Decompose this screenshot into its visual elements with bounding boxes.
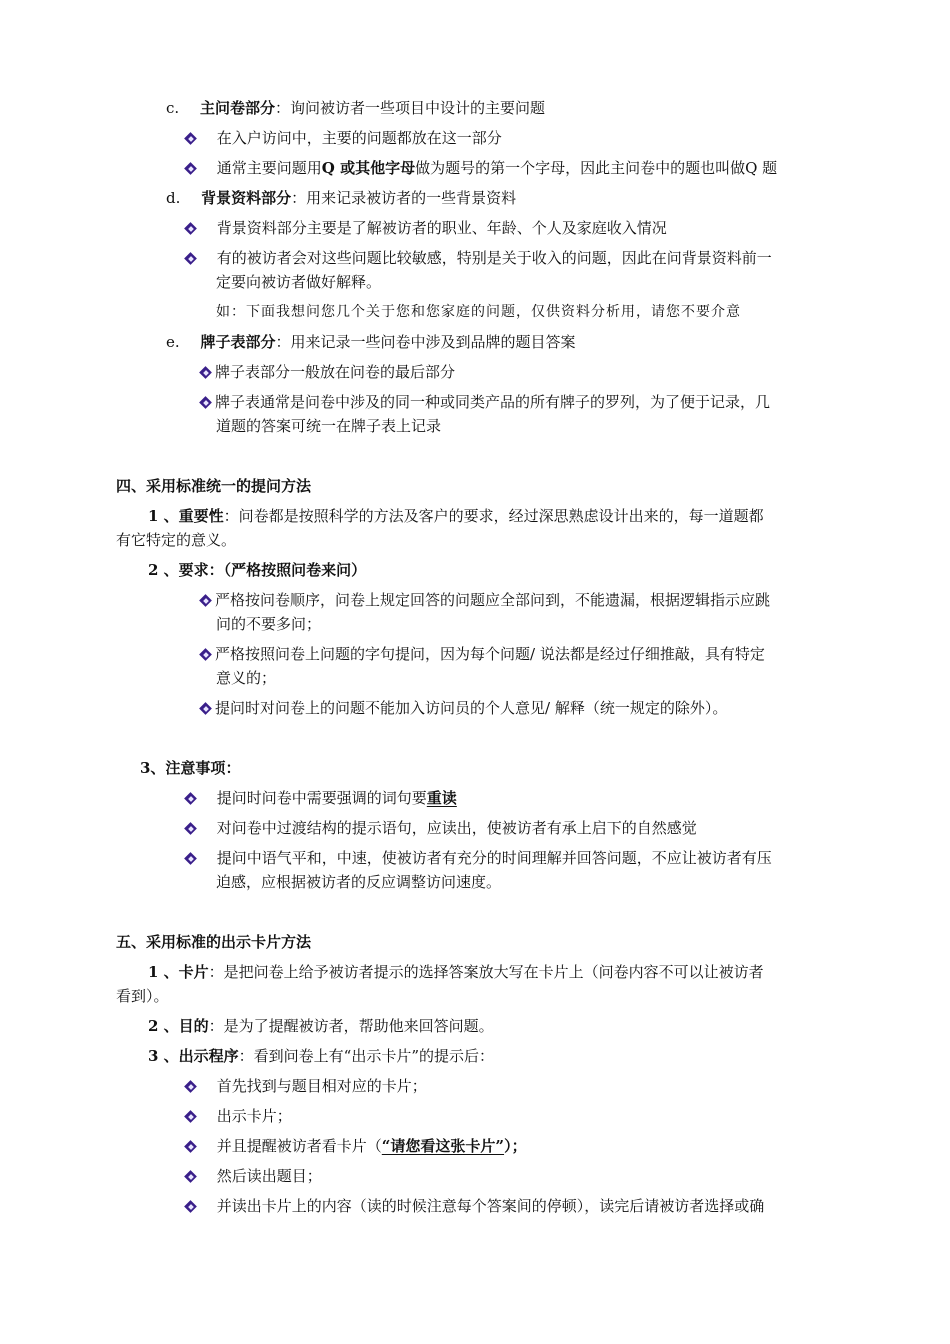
list-item: 有的被访者会对这些问题比较敏感，特别是关于收入的问题，因此在问背景资料前一: [185, 248, 772, 268]
list-item: 并读出卡片上的内容（读的时候注意每个答案间的停顿），读完后请被访者选择或确: [185, 1196, 764, 1216]
section-4-title: 四、采用标准统一的提问方法: [116, 477, 312, 495]
list-item: 背景资料部分主要是了解被访者的职业、年龄、个人及家庭收入情况: [185, 218, 667, 238]
diamond-bullet-icon: [185, 823, 196, 834]
list-item: 然后读出题目；: [185, 1166, 322, 1186]
list-item: 牌子表通常是问卷中涉及的同一种或同类产品的所有牌子的罗列，为了便于记录，几: [200, 392, 770, 412]
diamond-bullet-icon: [185, 253, 196, 264]
list-item: 严格按照问卷上问题的字句提问，因为每个问题/ 说法都是经过仔细推敲，具有特定: [200, 644, 765, 664]
section-e-text: ：用来记录一些问卷中涉及到品牌的题目答案: [275, 333, 576, 351]
list-item: 在入户访问中，主要的问题都放在这一部分: [185, 128, 502, 148]
section-c-text: ：询问被访者一些项目中设计的主要问题: [274, 99, 545, 117]
list-item: 并且提醒被访者看卡片（“请您看这张卡片”）；: [185, 1136, 527, 1156]
list-item: 严格按问卷顺序，问卷上规定回答的问题应全部问到，不能遗漏，根据逻辑指示应跳: [200, 590, 770, 610]
paragraph: 3 、出示程序：看到问卷上有“出示卡片”的提示后：: [148, 1047, 495, 1065]
subsection-title: 2 、要求：（严格按照问卷来问）: [148, 561, 367, 579]
subsection-title: 3、注意事项：: [140, 759, 241, 777]
diamond-bullet-icon: [200, 367, 211, 378]
diamond-bullet-icon: [200, 703, 211, 714]
list-item: 提问时问卷中需要强调的词句要重读: [185, 788, 457, 808]
paragraph-continuation: 看到）。: [116, 987, 169, 1005]
list-item: 提问时对问卷上的问题不能加入访问员的个人意见/ 解释（统一规定的除外）。: [200, 698, 727, 718]
section-c-title: 主问卷部分: [199, 99, 275, 117]
paragraph-continuation: 有它特定的意义。: [116, 531, 237, 549]
list-item-continuation: 问的不要多问；: [216, 615, 322, 633]
section-d-text: ：用来记录被访者的一些背景资料: [291, 189, 517, 207]
diamond-bullet-icon: [185, 163, 196, 174]
section-d-title: 背景资料部分: [201, 189, 292, 207]
diamond-bullet-icon: [185, 793, 196, 804]
paragraph: 1 、卡片：是把问卷上给予被访者提示的选择答案放大写在卡片上（问卷内容不可以让被访者: [148, 963, 764, 981]
list-item: 首先找到与题目相对应的卡片；: [185, 1076, 427, 1096]
diamond-bullet-icon: [185, 1111, 196, 1122]
paragraph: 2 、目的：是为了提醒被访者，帮助他来回答问题。: [148, 1017, 494, 1035]
list-item: 牌子表部分一般放在问卷的最后部分: [200, 362, 455, 382]
diamond-bullet-icon: [200, 595, 211, 606]
section-e-title: 牌子表部分: [200, 333, 276, 351]
list-item: 提问中语气平和，中速，使被访者有充分的时间理解并回答问题，不应让被访者有压: [185, 848, 772, 868]
diamond-bullet-icon: [185, 1171, 196, 1182]
list-item-continuation: 迫感，应根据被访者的反应调整访问速度。: [216, 873, 502, 891]
section-5-title: 五、采用标准的出示卡片方法: [116, 933, 312, 951]
list-item-continuation: 意义的；: [216, 669, 277, 687]
paragraph: 1 、重要性：问卷都是按照科学的方法及客户的要求，经过深思熟虑设计出来的，每一道题都: [148, 507, 764, 525]
list-marker: d.: [166, 189, 181, 207]
list-item: 对问卷中过渡结构的提示语句，应读出，使被访者有承上启下的自然感觉: [185, 818, 697, 838]
diamond-bullet-icon: [185, 223, 196, 234]
example-sentence: 如：下面我想问您几个关于您和您家庭的问题，仅供资料分析用，请您不要介意: [216, 304, 741, 320]
list-item-continuation: 定要向被访者做好解释。: [216, 273, 382, 291]
list-item: 出示卡片；: [185, 1106, 292, 1126]
diamond-bullet-icon: [185, 853, 196, 864]
list-marker: c.: [166, 99, 180, 117]
diamond-bullet-icon: [185, 133, 196, 144]
diamond-bullet-icon: [200, 397, 211, 408]
diamond-bullet-icon: [185, 1201, 196, 1212]
diamond-bullet-icon: [200, 649, 211, 660]
list-item-continuation: 道题的答案可统一在牌子表上记录: [216, 417, 442, 435]
section-e-heading: [166, 332, 575, 352]
diamond-bullet-icon: [185, 1081, 196, 1092]
list-marker: e.: [166, 333, 180, 351]
list-item: 通常主要问题用Q 或其他字母做为题号的第一个字母，因此主问卷中的题也叫做Q 题: [185, 158, 777, 178]
section-c-heading: [166, 98, 545, 118]
diamond-bullet-icon: [185, 1141, 196, 1152]
section-d-heading: [166, 188, 516, 208]
